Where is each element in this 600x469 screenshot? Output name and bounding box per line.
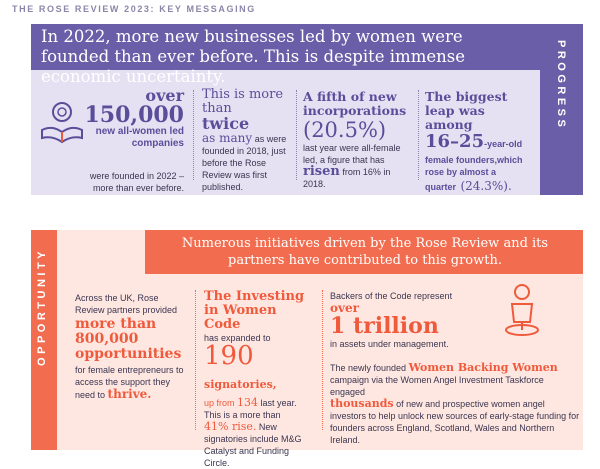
code-old: 134: [237, 396, 259, 409]
handshake-coin-icon: [38, 98, 86, 150]
opp-divider-2: [322, 290, 323, 430]
investor-person-icon: [500, 282, 544, 338]
risen-text: risen: [303, 164, 340, 179]
twice-rest: as were founded in 2018, just before the Rose Review was first published.: [202, 134, 287, 192]
fifth-mid: last year were all-female led, a figure that has: [303, 143, 401, 165]
as-many-text: as many: [202, 131, 253, 145]
wbw-title: Women Backing Women: [408, 361, 558, 374]
code-signatories: signatories,: [204, 378, 277, 391]
stat-150000: 150,000: [84, 102, 184, 128]
progress-divider-2: [296, 90, 297, 180]
code-last-year: last year.: [260, 398, 297, 408]
opp-mid: for female entrepreneurs to access the support they need to: [75, 365, 184, 400]
opp-big: more than 800,000 opportunities: [75, 316, 182, 362]
code-up-from: up from: [204, 398, 235, 408]
progress-col-leap: [425, 90, 535, 195]
code-tail: New signatories include M&G Catalyst and Funding Circle.: [204, 422, 302, 468]
wbw-para2: of new and prospective women angel investors to help unlock new sources of early-stage funding for founders across England, Scotland, Wales and Northern Ireland.: [330, 399, 580, 445]
leap-pct: (24.3%).: [460, 179, 512, 193]
progress-col-150000: [84, 88, 184, 194]
opp-col-code: [204, 290, 314, 469]
opp-col-opportunities: [75, 292, 190, 401]
fifth-tail: from 16% in 2018.: [303, 167, 391, 189]
opp-divider-1: [195, 290, 196, 430]
trillion-over: over: [330, 301, 359, 315]
code-num: 190: [204, 341, 254, 371]
leap-range: 16–25: [425, 131, 485, 152]
wbw-newly: The newly founded: [330, 363, 407, 373]
leap-lead: The biggest leap was among: [425, 89, 508, 132]
code-rise: 41% rise.: [204, 420, 257, 433]
opp-lead: Across the UK, Rose Review partners provided: [75, 293, 178, 315]
progress-divider-3: [418, 90, 419, 180]
thrive-text: thrive.: [107, 387, 152, 401]
code-expanded: has expanded to: [204, 333, 271, 343]
progress-banner: In 2022, more new businesses led by women were founded than ever before. This is despite immense economic uncertainty.: [31, 24, 540, 70]
wbw-para1: campaign via the Women Angel Investment Taskforce engaged: [330, 375, 544, 397]
trillion-text: 1 trillion: [330, 313, 439, 339]
fifth-lead: A fifth of new incorporations: [303, 89, 407, 118]
code-line: This is a more than: [204, 410, 281, 420]
quarter-text: quarter: [425, 182, 457, 192]
stat-150000-sub: were founded in 2022 – more than ever before.: [89, 171, 184, 193]
wbw-thousands: thousands: [330, 397, 394, 410]
progress-divider-1: [193, 90, 194, 180]
code-title: The Investing in Women Code: [204, 289, 305, 332]
fifth-pct: (20.5%): [303, 118, 387, 142]
trillion-assets: in assets under management.: [330, 339, 449, 349]
trillion-backers: Backers of the Code represent: [330, 291, 453, 301]
opportunity-side-label: OPPORTUNITY: [36, 248, 48, 366]
stat-150000-desc: new all-women led companies: [95, 126, 184, 149]
progress-side-label: PROGRESS: [555, 40, 567, 131]
twice-text: twice: [202, 114, 250, 133]
leap-suffix: -year-old: [484, 139, 523, 149]
over-text: over: [145, 86, 184, 105]
opportunity-banner: Numerous initiatives driven by the Rose Review and its partners have contributed to this growth.: [145, 230, 583, 274]
leap-female: female founders,which rose by almost a: [425, 155, 523, 177]
progress-col-twice: [202, 88, 292, 193]
page-header-label: THE ROSE REVIEW 2023: KEY MESSAGING: [12, 4, 256, 14]
progress-col-fifth: [303, 90, 413, 190]
twice-lead: This is more than: [202, 87, 284, 116]
